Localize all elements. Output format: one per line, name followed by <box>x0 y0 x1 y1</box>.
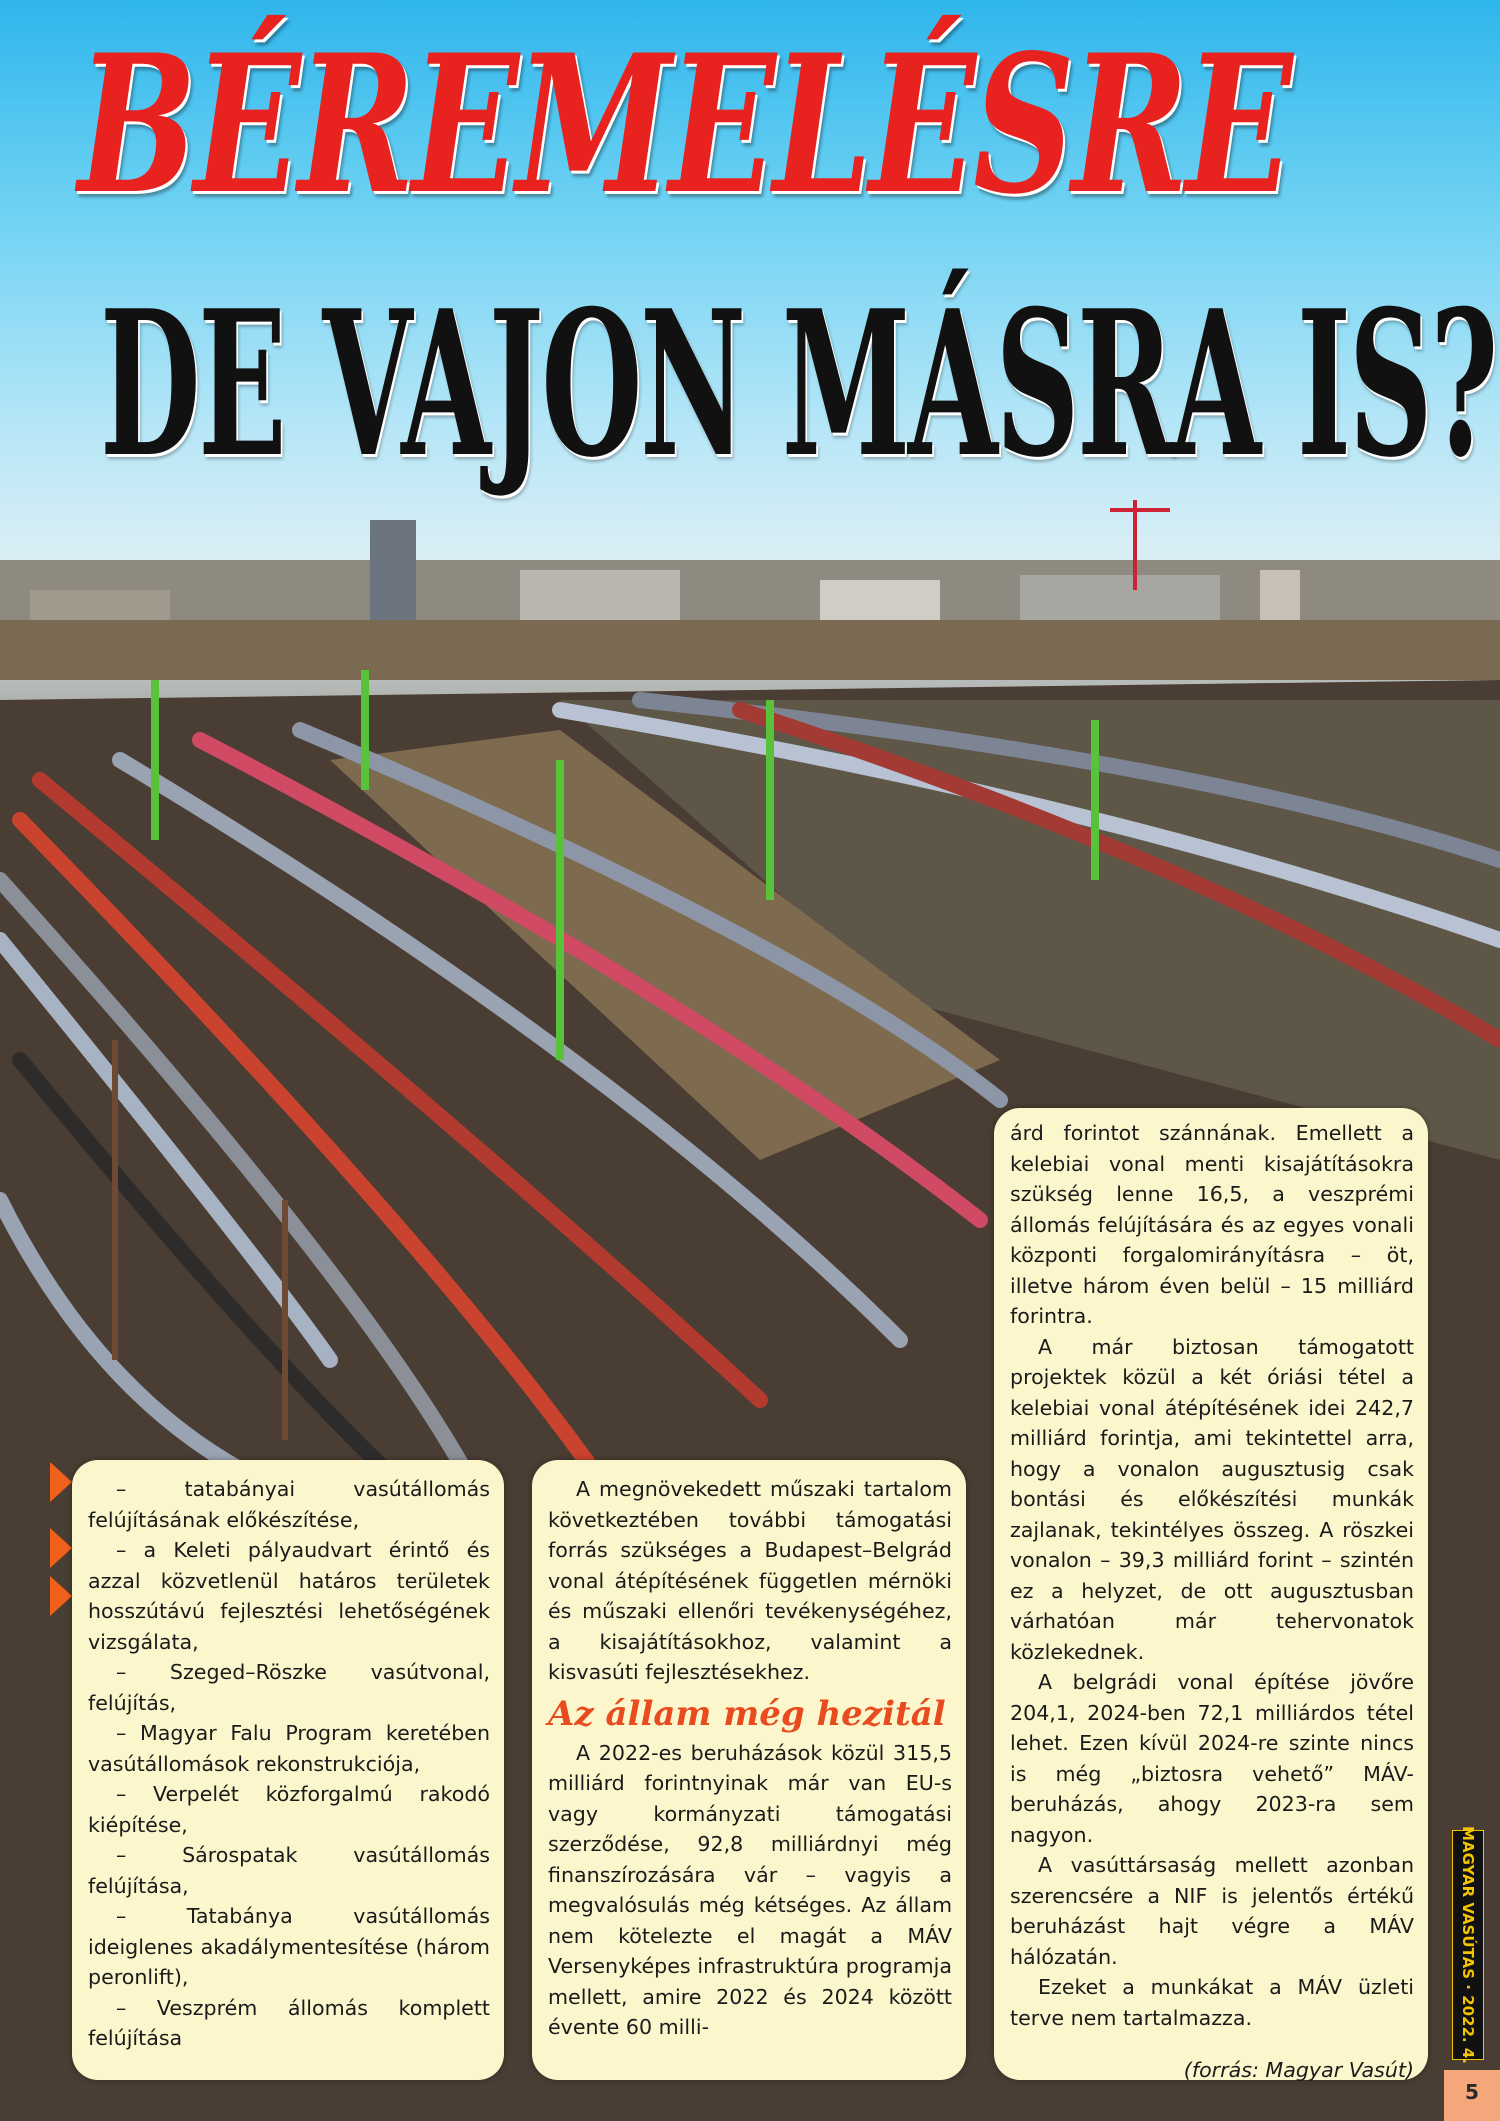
magazine-side-label <box>1452 1826 1484 2064</box>
paragraph: A vasúttársaság mellett azonban szerencsére a NIF is jelentős értékű beruházást hajt végre a MÁV hálózatán. <box>1010 1853 1414 1969</box>
headline-line-1: BÉREMELÉSRE <box>78 13 1290 236</box>
side-label-text: MAGYAR VASÚTAS · 2022. 4. <box>1459 1826 1477 2064</box>
paragraph: A 2022-es beruházások közül 315,5 milliárd forintnyinak már van EU-s vagy kormányzati támogatási szerződése, 92,8 milliárdnyi még finanszírozására vár – vagyis a megvalósulás még kétséges. Az állam nem kötelezte el magát a MÁV Versenyképes infrastruktúra programja mellett, amire 2022 és 2024 között évente 60 milli- <box>548 1740 952 2039</box>
article-column-2 <box>532 1460 966 2080</box>
list-item: – Szeged–Röszke vasútvonal, felújítás, <box>88 1660 490 1715</box>
list-item: – Tatabánya vasútállomás ideiglenes akadálymentesítése (három peronlift), <box>88 1904 490 1989</box>
page-number: 5 <box>1444 2070 1500 2121</box>
source-credit: (forrás: Magyar Vasút) <box>1183 2058 1414 2082</box>
paragraph: Ezeket a munkákat a MÁV üzleti terve nem tartalmazza. <box>1010 1975 1414 2030</box>
paragraph: árd forintot szánnának. Emellett a kelebiai vonal menti kisajátításokra szükség lenne 16,5, a veszprémi állomás felújítására és az egyes vonali központi forgalomirányításra – öt, illetve három éven belül – 15 milliárd forintra. <box>1010 1121 1414 1328</box>
paragraph: A megnövekedett műszaki tartalom következtében további támogatási forrás szükséges a Budapest–Belgrád vonal átépítésének független mérnöki és műszaki ellenőri tevékenységéhez, a kisajátításokhoz, valamint a kisvasúti fejlesztésekhez. <box>548 1477 952 1684</box>
list-item: – tatabányai vasútállomás felújításának előkészítése, <box>88 1477 490 1532</box>
orange-bullet-marker <box>50 1576 72 1616</box>
orange-bullet-marker <box>50 1528 72 1568</box>
list-item: – Sárospatak vasútállomás felújítása, <box>88 1843 490 1898</box>
orange-bullet-marker <box>50 1462 72 1502</box>
list-item: – Verpelét közforgalmú rakodó kiépítése, <box>88 1782 490 1837</box>
headline-line-2: DE VAJON MÁSRA IS? <box>100 267 1496 502</box>
article-column-1 <box>72 1460 504 2080</box>
list-item: – Veszprém állomás komplett felújítása <box>88 1995 490 2050</box>
paragraph: A már biztosan támogatott projektek közül a két óriási tétel a kelebiai vonal átépítésének idei 242,7 milliárd forintja, ami tekintettel arra, hogy a vonalon augusztusig csak bontási és előkészítési munkák zajlanak, tekintélyes összeg. A röszkei vonalon – 39,3 milliárd forint – szintén ez a helyzet, de ott augusztusban várhatóan már tehervonatok közlekednek. <box>1010 1334 1414 1664</box>
article-column-3 <box>994 1108 1428 2080</box>
subheading: Az állam még hezitál <box>548 1693 946 1734</box>
list-item: – a Keleti pályaudvart érintő és azzal közvetlenül határos területek hosszútávú fejlesztési lehetőségének vizsgálata, <box>88 1538 490 1654</box>
paragraph: A belgrádi vonal építése jövőre 204,1, 2024-ben 72,1 milliárdos tétel lehet. Ezen kívül 2024-re szinte nincs is még „biztosra vehető” MÁV-beruházás, ahogy 2023-ra sem nagyon. <box>1010 1670 1414 1847</box>
list-item: – Magyar Falu Program keretében vasútállomások rekonstrukciója, <box>88 1721 490 1776</box>
